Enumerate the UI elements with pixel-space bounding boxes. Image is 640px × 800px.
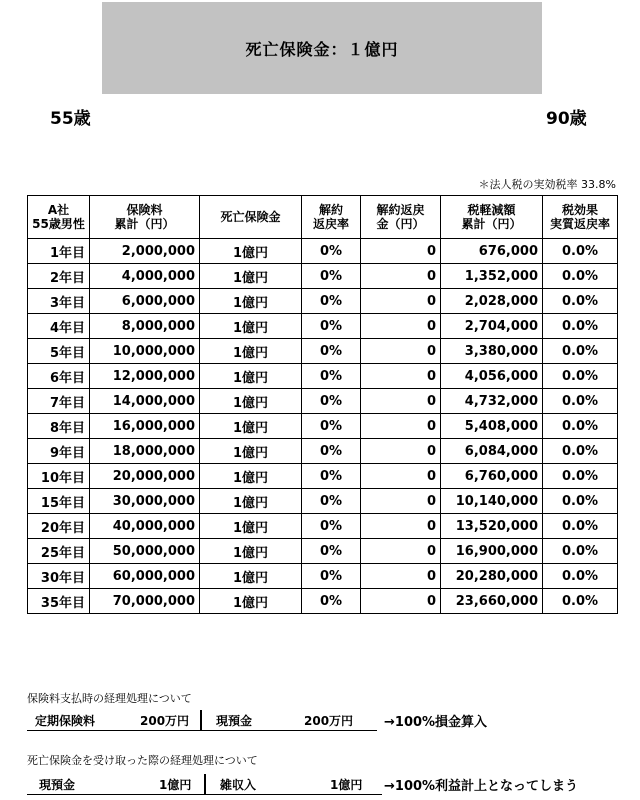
surrender-rate-cell: 0% bbox=[302, 539, 361, 564]
header-line: 累計（円） bbox=[461, 217, 522, 231]
surrender-rate-cell: 0% bbox=[302, 289, 361, 314]
premium-total-cell: 50,000,000 bbox=[90, 539, 200, 564]
effective-rate-cell: 0.0% bbox=[543, 489, 618, 514]
header-line: 実質返戻率 bbox=[549, 217, 610, 231]
tax-saving-cell: 5,408,000 bbox=[441, 414, 543, 439]
header-line: 税軽減額 bbox=[467, 203, 516, 217]
table-row bbox=[28, 239, 618, 264]
premium-total-cell: 8,000,000 bbox=[90, 314, 200, 339]
death-benefit-cell: 1億円 bbox=[200, 439, 302, 464]
table-row bbox=[28, 589, 618, 614]
surrender-rate-cell: 0% bbox=[302, 389, 361, 414]
surrender-rate-cell: 0% bbox=[302, 264, 361, 289]
year-cell: 7年目 bbox=[28, 389, 90, 414]
death-accounting-title: 死亡保険金を受け取った際の経理処理について bbox=[27, 754, 258, 767]
year-cell: 25年目 bbox=[28, 539, 90, 564]
death-benefit-cell: 1億円 bbox=[200, 489, 302, 514]
surrender-rate-header bbox=[302, 196, 361, 239]
effective-rate-cell: 0.0% bbox=[543, 589, 618, 614]
death-accounting-result: →100%利益計上となってしまう bbox=[384, 779, 579, 794]
death-benefit-banner bbox=[102, 2, 542, 94]
surrender-rate-cell: 0% bbox=[302, 464, 361, 489]
banner-text: 死亡保険金：１億円 bbox=[245, 39, 399, 59]
death-benefit-cell: 1億円 bbox=[200, 514, 302, 539]
premium-debit-label: 定期保険料 bbox=[35, 713, 96, 728]
surrender-value-cell: 0 bbox=[361, 589, 441, 614]
premium-total-cell: 60,000,000 bbox=[90, 564, 200, 589]
header-line: 解約返戻 bbox=[376, 203, 425, 217]
table-row bbox=[28, 314, 618, 339]
table-row bbox=[28, 439, 618, 464]
death-benefit-cell: 1億円 bbox=[200, 264, 302, 289]
premium-total-header bbox=[90, 196, 200, 239]
tax-saving-cell: 676,000 bbox=[441, 239, 543, 264]
surrender-value-header bbox=[361, 196, 441, 239]
tax-saving-cell: 4,732,000 bbox=[441, 389, 543, 414]
table-header-row bbox=[28, 196, 618, 239]
death-benefit-cell: 1億円 bbox=[200, 389, 302, 414]
death-benefit-cell: 1億円 bbox=[200, 339, 302, 364]
premium-total-cell: 6,000,000 bbox=[90, 289, 200, 314]
premium-total-cell: 10,000,000 bbox=[90, 339, 200, 364]
end-age-label: 90歳 bbox=[546, 109, 587, 129]
tax-saving-cell: 20,280,000 bbox=[441, 564, 543, 589]
death-benefit-cell: 1億円 bbox=[200, 314, 302, 339]
death-benefit-cell: 1億円 bbox=[200, 564, 302, 589]
year-cell: 6年目 bbox=[28, 364, 90, 389]
effective-rate-cell: 0.0% bbox=[543, 364, 618, 389]
surrender-value-cell: 0 bbox=[361, 289, 441, 314]
header-line: 金（円） bbox=[376, 217, 425, 231]
premium-accounting-result: →100%損金算入 bbox=[384, 715, 488, 730]
tax-saving-cell: 6,084,000 bbox=[441, 439, 543, 464]
death-benefit-cell: 1億円 bbox=[200, 414, 302, 439]
surrender-rate-cell: 0% bbox=[302, 589, 361, 614]
premium-total-cell: 4,000,000 bbox=[90, 264, 200, 289]
effective-rate-cell: 0.0% bbox=[543, 289, 618, 314]
header-line: 55歳男性 bbox=[32, 217, 85, 231]
surrender-value-cell: 0 bbox=[361, 314, 441, 339]
premium-total-cell: 18,000,000 bbox=[90, 439, 200, 464]
company-header bbox=[28, 196, 90, 239]
effective-rate-header bbox=[543, 196, 618, 239]
table-row bbox=[28, 389, 618, 414]
table-row bbox=[28, 539, 618, 564]
table-row bbox=[28, 489, 618, 514]
surrender-value-cell: 0 bbox=[361, 339, 441, 364]
surrender-value-cell: 0 bbox=[361, 439, 441, 464]
premium-journal-entry bbox=[27, 710, 377, 731]
effective-rate-cell: 0.0% bbox=[543, 239, 618, 264]
tax-saving-cell: 6,760,000 bbox=[441, 464, 543, 489]
premium-total-cell: 2,000,000 bbox=[90, 239, 200, 264]
premium-total-cell: 12,000,000 bbox=[90, 364, 200, 389]
tax-rate-note: ＊法人税の実効税率 33.8% bbox=[478, 178, 616, 191]
year-cell: 4年目 bbox=[28, 314, 90, 339]
surrender-rate-cell: 0% bbox=[302, 489, 361, 514]
death-benefit-cell: 1億円 bbox=[200, 539, 302, 564]
year-cell: 10年目 bbox=[28, 464, 90, 489]
surrender-value-cell: 0 bbox=[361, 514, 441, 539]
surrender-rate-cell: 0% bbox=[302, 339, 361, 364]
tax-saving-cell: 2,704,000 bbox=[441, 314, 543, 339]
premium-total-cell: 14,000,000 bbox=[90, 389, 200, 414]
header-line: 返戻率 bbox=[312, 217, 349, 231]
surrender-rate-cell: 0% bbox=[302, 514, 361, 539]
premium-total-cell: 20,000,000 bbox=[90, 464, 200, 489]
effective-rate-cell: 0.0% bbox=[543, 539, 618, 564]
tax-saving-cell: 4,056,000 bbox=[441, 364, 543, 389]
year-cell: 8年目 bbox=[28, 414, 90, 439]
header-line: 保険料 bbox=[126, 203, 163, 217]
tax-saving-header bbox=[441, 196, 543, 239]
surrender-rate-cell: 0% bbox=[302, 564, 361, 589]
surrender-value-cell: 0 bbox=[361, 364, 441, 389]
surrender-rate-cell: 0% bbox=[302, 439, 361, 464]
tax-saving-cell: 1,352,000 bbox=[441, 264, 543, 289]
premium-total-cell: 30,000,000 bbox=[90, 489, 200, 514]
tax-saving-cell: 16,900,000 bbox=[441, 539, 543, 564]
header-line: 税効果 bbox=[561, 203, 598, 217]
death-credit-amount: 1億円 bbox=[330, 777, 363, 792]
tax-saving-cell: 23,660,000 bbox=[441, 589, 543, 614]
surrender-value-cell: 0 bbox=[361, 414, 441, 439]
effective-rate-cell: 0.0% bbox=[543, 564, 618, 589]
table-row bbox=[28, 564, 618, 589]
premium-accounting-title: 保険料支払時の経理処理について bbox=[27, 692, 192, 705]
year-cell: 1年目 bbox=[28, 239, 90, 264]
table-row bbox=[28, 289, 618, 314]
premium-credit-amount: 200万円 bbox=[304, 713, 354, 728]
death-debit-label: 現預金 bbox=[39, 777, 76, 792]
tax-saving-cell: 3,380,000 bbox=[441, 339, 543, 364]
death-benefit-cell: 1億円 bbox=[200, 464, 302, 489]
surrender-value-cell: 0 bbox=[361, 489, 441, 514]
year-cell: 3年目 bbox=[28, 289, 90, 314]
surrender-value-cell: 0 bbox=[361, 564, 441, 589]
start-age-label: 55歳 bbox=[50, 109, 91, 129]
effective-rate-cell: 0.0% bbox=[543, 264, 618, 289]
surrender-rate-cell: 0% bbox=[302, 414, 361, 439]
premium-debit-amount: 200万円 bbox=[140, 713, 190, 728]
table-row bbox=[28, 264, 618, 289]
death-benefit-cell: 1億円 bbox=[200, 239, 302, 264]
effective-rate-cell: 0.0% bbox=[543, 314, 618, 339]
year-cell: 9年目 bbox=[28, 439, 90, 464]
header-line: 累計（円） bbox=[114, 217, 175, 231]
effective-rate-cell: 0.0% bbox=[543, 389, 618, 414]
effective-rate-cell: 0.0% bbox=[543, 414, 618, 439]
surrender-value-cell: 0 bbox=[361, 239, 441, 264]
surrender-value-cell: 0 bbox=[361, 464, 441, 489]
year-cell: 5年目 bbox=[28, 339, 90, 364]
table-row bbox=[28, 339, 618, 364]
header-line: A社 bbox=[47, 203, 70, 217]
surrender-value-cell: 0 bbox=[361, 539, 441, 564]
tax-saving-cell: 13,520,000 bbox=[441, 514, 543, 539]
death-credit-label: 雑収入 bbox=[220, 777, 257, 792]
death-debit-amount: 1億円 bbox=[159, 777, 192, 792]
surrender-rate-cell: 0% bbox=[302, 314, 361, 339]
surrender-rate-cell: 0% bbox=[302, 239, 361, 264]
tax-saving-cell: 2,028,000 bbox=[441, 289, 543, 314]
insurance-table bbox=[27, 195, 618, 614]
table-row bbox=[28, 414, 618, 439]
death-benefit-cell: 1億円 bbox=[200, 364, 302, 389]
year-cell: 2年目 bbox=[28, 264, 90, 289]
table-row bbox=[28, 364, 618, 389]
death-benefit-cell: 1億円 bbox=[200, 589, 302, 614]
death-benefit-cell: 1億円 bbox=[200, 289, 302, 314]
death-journal-entry bbox=[27, 774, 382, 795]
death-benefit-header bbox=[200, 196, 302, 239]
year-cell: 30年目 bbox=[28, 564, 90, 589]
surrender-value-cell: 0 bbox=[361, 389, 441, 414]
effective-rate-cell: 0.0% bbox=[543, 464, 618, 489]
surrender-rate-cell: 0% bbox=[302, 364, 361, 389]
effective-rate-cell: 0.0% bbox=[543, 439, 618, 464]
effective-rate-cell: 0.0% bbox=[543, 514, 618, 539]
surrender-value-cell: 0 bbox=[361, 264, 441, 289]
table-row bbox=[28, 464, 618, 489]
year-cell: 15年目 bbox=[28, 489, 90, 514]
premium-credit-label: 現預金 bbox=[216, 713, 253, 728]
table-row bbox=[28, 514, 618, 539]
premium-total-cell: 70,000,000 bbox=[90, 589, 200, 614]
premium-total-cell: 16,000,000 bbox=[90, 414, 200, 439]
year-cell: 20年目 bbox=[28, 514, 90, 539]
header-line: 解約 bbox=[318, 203, 343, 217]
effective-rate-cell: 0.0% bbox=[543, 339, 618, 364]
year-cell: 35年目 bbox=[28, 589, 90, 614]
premium-total-cell: 40,000,000 bbox=[90, 514, 200, 539]
header-line: 死亡保険金 bbox=[220, 210, 281, 224]
table-body bbox=[28, 239, 618, 614]
tax-saving-cell: 10,140,000 bbox=[441, 489, 543, 514]
